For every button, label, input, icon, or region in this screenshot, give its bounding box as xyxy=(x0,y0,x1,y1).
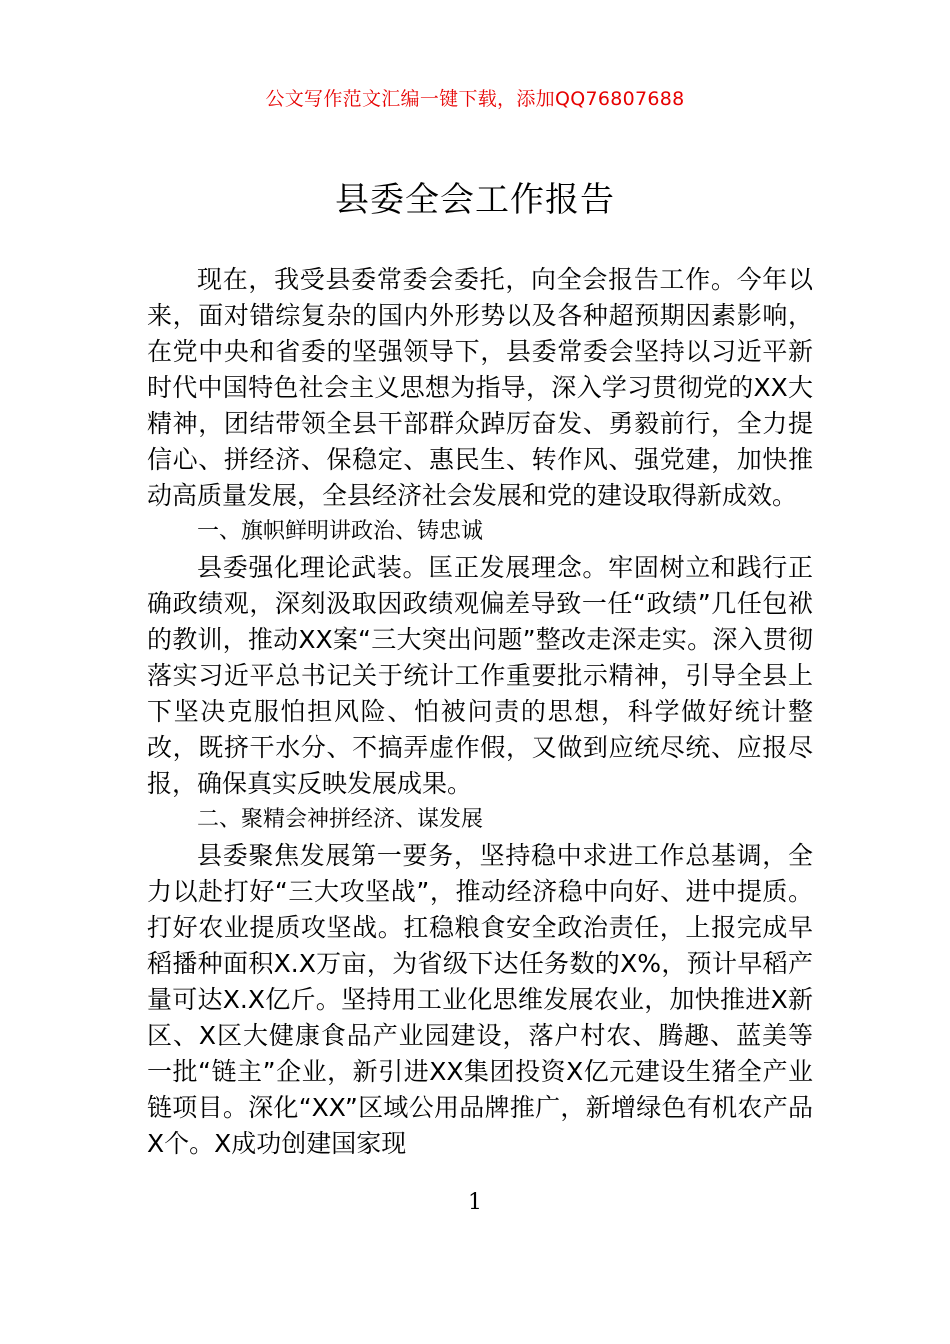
section-heading-1: 一、旗帜鲜明讲政治、铸忠诚 xyxy=(197,519,484,544)
page-number: 1 xyxy=(468,1190,482,1215)
download-notice: 公文写作范文汇编一键下载，添加QQ76807688 xyxy=(265,88,685,110)
document-body xyxy=(147,262,813,1162)
section-1-paragraph: 县委强化理论武装。匡正发展理念。牢固树立和践行正确政绩观，深刻汲取因政绩观偏差导致一任“政绩”几任包袱的教训，推动XX案“三大突出问题”整改走深走实。深入贯彻落实习近平总书记关于统计工作重要批示精神，引导全县上下坚决克服怕担风险、怕被问责的思想，科学做好统计整改，既挤干水分、不搞弄虚作假，又做到应统尽统、应报尽报，确保真实反映发展成果。 xyxy=(147,553,813,798)
intro-paragraph: 现在，我受县委常委会委托，向全会报告工作。今年以来，面对错综复杂的国内外形势以及各种超预期因素影响，在党中央和省委的坚强领导下，县委常委会坚持以习近平新时代中国特色社会主义思想为指导，深入学习贯彻党的XX大精神，团结带领全县干部群众踔厉奋发、勇毅前行，全力提信心、拼经济、保稳定、惠民生、转作风、强党建，加快推动高质量发展，全县经济社会发展和党的建设取得新成效。 xyxy=(147,265,813,510)
section-2-paragraph: 县委聚焦发展第一要务，坚持稳中求进工作总基调，全力以赴打好“三大攻坚战”，推动经济稳中向好、进中提质。打好农业提质攻坚战。扛稳粮食安全政治责任，上报完成早稻播种面积X.X万亩，为省级下达任务数的X%，预计早稻产量可达X.X亿斤。坚持用工业化思维发展农业，加快推进X新区、X区大健康食品产业园建设，落户村农、腾趣、蓝美等一批“链主”企业，新引进XX集团投资X亿元建设生猪全产业链项目。深化“XX”区域公用品牌推广，新增绿色有机农产品X个。X成功创建国家现 xyxy=(147,841,813,1158)
section-heading-2: 二、聚精会神拼经济、谋发展 xyxy=(197,807,484,832)
document-title: 县委全会工作报告 xyxy=(335,180,615,220)
